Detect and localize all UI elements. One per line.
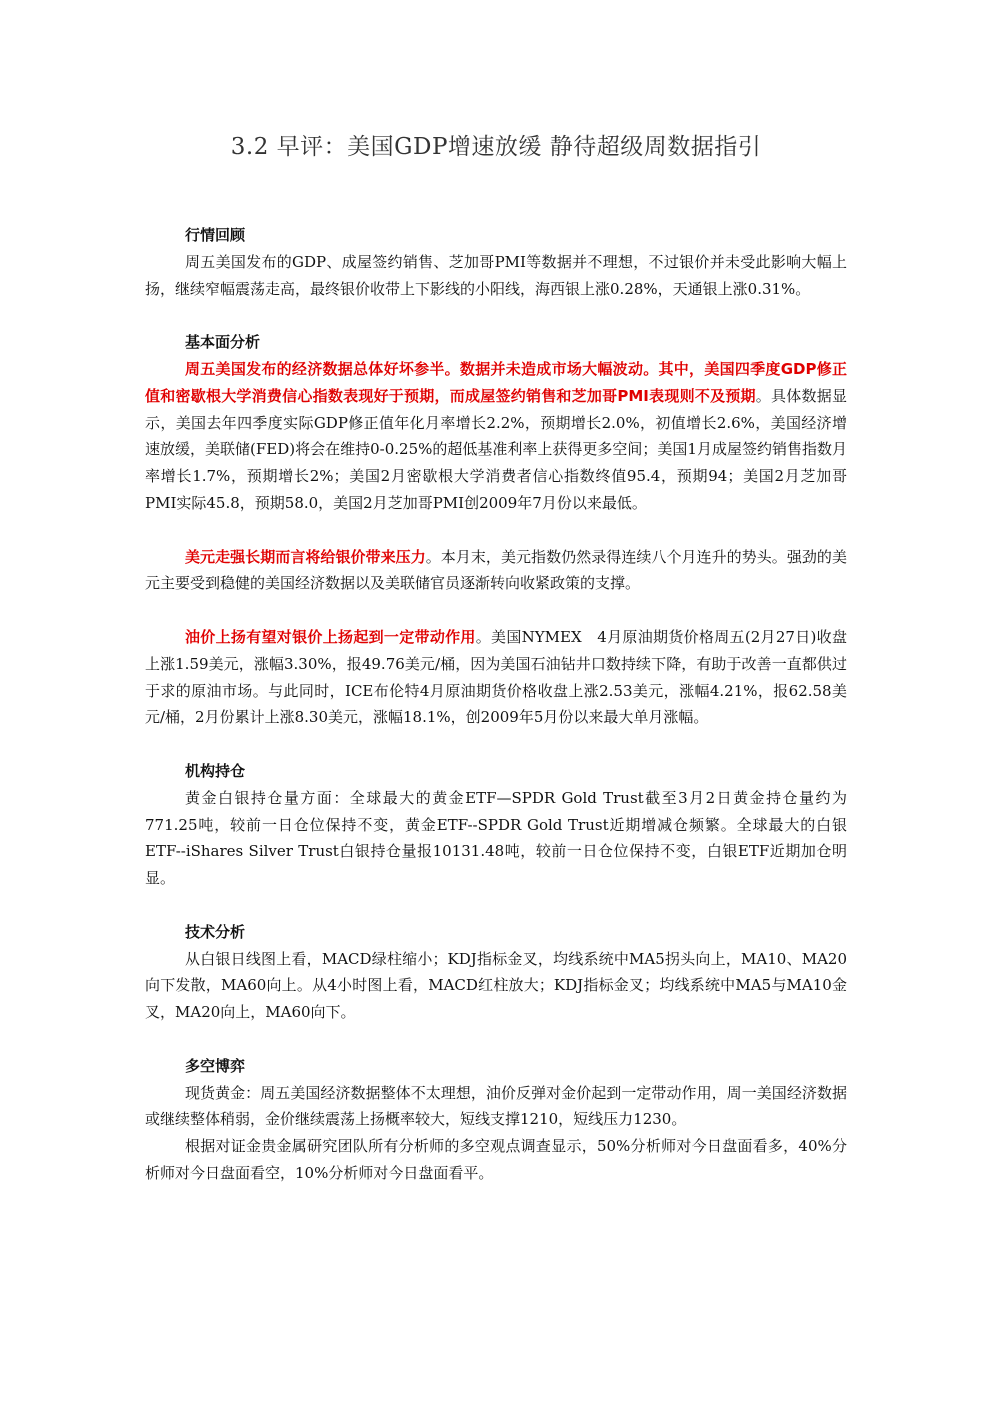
paragraph <box>145 624 847 731</box>
highlight-text: 周五美国发布的经济数据总体好坏参半。数据并未造成市场大幅波动。其中，美国四季度GDP修正值和密歇根大学消费信心指数表现好于预期，而成屋签约销售和芝加哥PMI表现则不及预期 <box>145 359 847 405</box>
section-long-short <box>145 1053 847 1187</box>
paragraph: 从白银日线图上看，MACD绿柱缩小；KDJ指标金叉，均线系统中MA5拐头向上，MA10、MA20向下发散，MA60向上。从4小时图上看，MACD红柱放大；KDJ指标金叉；均线系统中MA5与MA10金叉，MA20向上，MA60向下。 <box>145 949 847 1022</box>
section-fundamental-analysis <box>145 329 847 731</box>
section-heading: 行情回顾 <box>185 226 246 244</box>
document-body <box>145 222 847 1187</box>
section-technical-analysis <box>145 919 847 1026</box>
section-market-review <box>145 222 847 302</box>
spacer <box>145 892 847 919</box>
paragraph: 周五美国发布的GDP、成屋签约销售、芝加哥PMI等数据并不理想，不过银价并未受此影响大幅上扬，继续窄幅震荡走高，最终银价收带上下影线的小阳线，海西银上涨0.28%，天通银上涨0.31%。 <box>145 252 847 298</box>
spacer <box>145 517 847 544</box>
section-heading: 基本面分析 <box>185 333 261 352</box>
paragraph <box>145 356 847 517</box>
paragraph: 黄金白银持仓量方面：全球最大的黄金ETF—SPDR Gold Trust截至3月2日黄金持仓量约为771.25吨，较前一日仓位保持不变，黄金ETF--SPDR Gold Trust近期增减仓频繁。全球最大的白银ETF--iShares Silver Trust白银持仓量报10131.48吨，较前一日仓位保持不变，白银ETF近期加仓明显。 <box>145 788 847 888</box>
spacer <box>145 1026 847 1053</box>
spacer <box>145 597 847 624</box>
section-institutional-positions <box>145 758 847 892</box>
paragraph <box>145 544 847 598</box>
highlight-text: 美元走强长期而言将给银价带来压力 <box>185 547 426 566</box>
section-heading: 多空博弈 <box>185 1056 246 1075</box>
section-heading: 机构持仓 <box>185 761 246 780</box>
paragraph-text: 。具体数据显示，美国去年四季度实际GDP修正值年化月率增长2.2%，预期增长2.0%，初值增长2.6%，美国经济增速放缓，美联储(FED)将会在维持0-0.25%的超低基准利率上获得更多空间；美国1月成屋签约销售指数月率增长1.7%，预期增长2%；美国2月密歇根大学消费者信心指数终值95.4，预期94；美国2月芝加哥PMI实际45.8，预期58.0，美国2月芝加哥PMI创2009年7月份以来最低。 <box>145 386 847 512</box>
paragraph-text: 。美国NYMEX 4月原油期货价格周五(2月27日)收盘上涨1.59美元，涨幅3.30%，报49.76美元/桶，因为美国石油钻井口数持续下降，有助于改善一直都供过于求的原油市场。与此同时，ICE布伦特4月原油期货价格收盘上涨2.53美元，涨幅4.21%，报62.58美元/桶，2月份累计上涨8.30美元，涨幅18.1%，创2009年5月份以来最大单月涨幅。 <box>145 627 847 727</box>
highlight-text: 油价上扬有望对银价上扬起到一定带动作用 <box>185 627 476 646</box>
spacer <box>145 302 847 329</box>
section-heading: 技术分析 <box>185 922 246 941</box>
paragraph: 现货黄金：周五美国经济数据整体不太理想，油价反弹对金价起到一定带动作用，周一美国经济数据或继续整体稍弱，金价继续震荡上扬概率较大，短线支撑1210，短线压力1230。 <box>145 1083 847 1129</box>
spacer <box>145 731 847 758</box>
paragraph: 根据对证金贵金属研究团队所有分析师的多空观点调查显示，50%分析师对今日盘面看多，40%分析师对今日盘面看空，10%分析师对今日盘面看平。 <box>145 1137 847 1182</box>
paragraph-text: 。本月末，美元指数仍然录得连续八个月连升的势头。强劲的美元主要受到稳健的美国经济数据以及美联储官员逐渐转向收紧政策的支撑。 <box>145 547 847 593</box>
page-title: 3.2 早评：美国GDP增速放缓 静待超级周数据指引 <box>230 134 762 160</box>
